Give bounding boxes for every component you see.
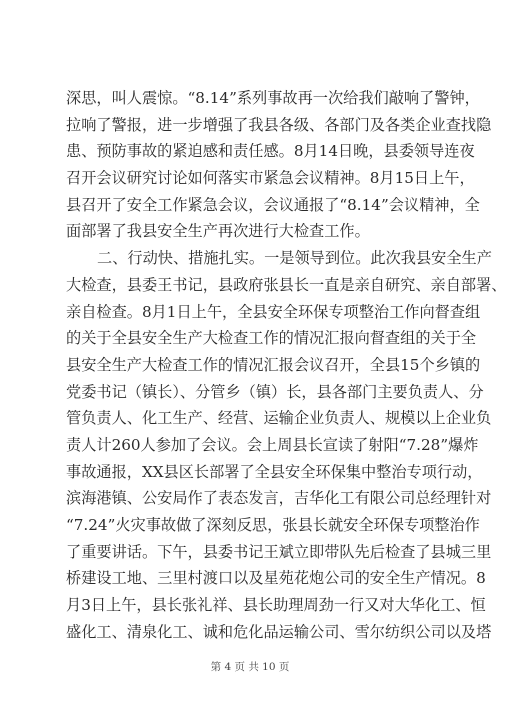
text-line: 深思，叫人震惊。“8.14”系列事故再一次给我们敲响了警钟， — [66, 89, 480, 107]
text-line: 大检查，县委王书记，县政府张县长一直是亲自研究、亲自部署、 — [66, 275, 506, 294]
text-line: 党委书记（镇长）、分管乡（镇）长，县各部门主要负责人、分 — [66, 382, 484, 401]
text-line: 盛化工、清泉化工、诚和危化品运输公司、雪尔纺织公司以及塔 — [66, 622, 492, 641]
text-line: 召开会议研究讨论如何落实市紧急会议精神。8月15日上午， — [66, 169, 475, 188]
text-line: 责人计260人参加了会议。会上周县长宣读了射阳“7.28”爆炸 — [66, 435, 479, 454]
text-line: 了重要讲话。下午，县委书记王斌立即带队先后检查了县城三里 — [66, 542, 492, 561]
text-line: 面部署了我县安全生产再次进行大检查工作。 — [66, 222, 370, 241]
text-line: 患、预防事故的紧迫感和责任感。8月14日晚，县委领导连夜 — [66, 142, 475, 161]
text-line: 月3日上午，县长张礼祥、县长助理周劲一行又对大华化工、恒 — [66, 596, 486, 615]
text-line: 拉响了警报，进一步增强了我县各级、各部门及各类企业查找隐 — [66, 115, 492, 134]
paragraph-heading-line: 二、行动快、措施扎实。一是领导到位。此次我县安全生产 — [97, 249, 492, 268]
text-line: 的关于全县安全生产大检查工作的情况汇报向督查组的关于全 — [66, 329, 477, 348]
body-text — [66, 85, 506, 645]
text-line: “7.24”火灾事故做了深刻反思，张县长就安全环保专项整治作 — [66, 516, 480, 534]
text-line: 亲自检查。8月1日上午，全县安全环保专项整治工作向督查组 — [66, 302, 481, 321]
text-line: 桥建设工地、三里村渡口以及星苑花炮公司的安全生产情况。8 — [66, 569, 486, 588]
text-line: 县召开了安全工作紧急会议，会议通报了“8.14”会议精神，全 — [66, 195, 480, 214]
text-line: 管负责人、化工生产、经营、运输企业负责人、规模以上企业负 — [66, 409, 492, 428]
page-footer: 第 4 页 共 10 页 — [210, 661, 290, 673]
text-line: 滨海港镇、公安局作了表态发言，吉华化工有限公司总经理针对 — [66, 489, 492, 508]
text-line: 事故通报，XX县区长部署了全县安全环保集中整治专项行动， — [66, 462, 483, 481]
text-line: 县安全生产大检查工作的情况汇报会议召开，全县15个乡镇的 — [66, 355, 481, 374]
